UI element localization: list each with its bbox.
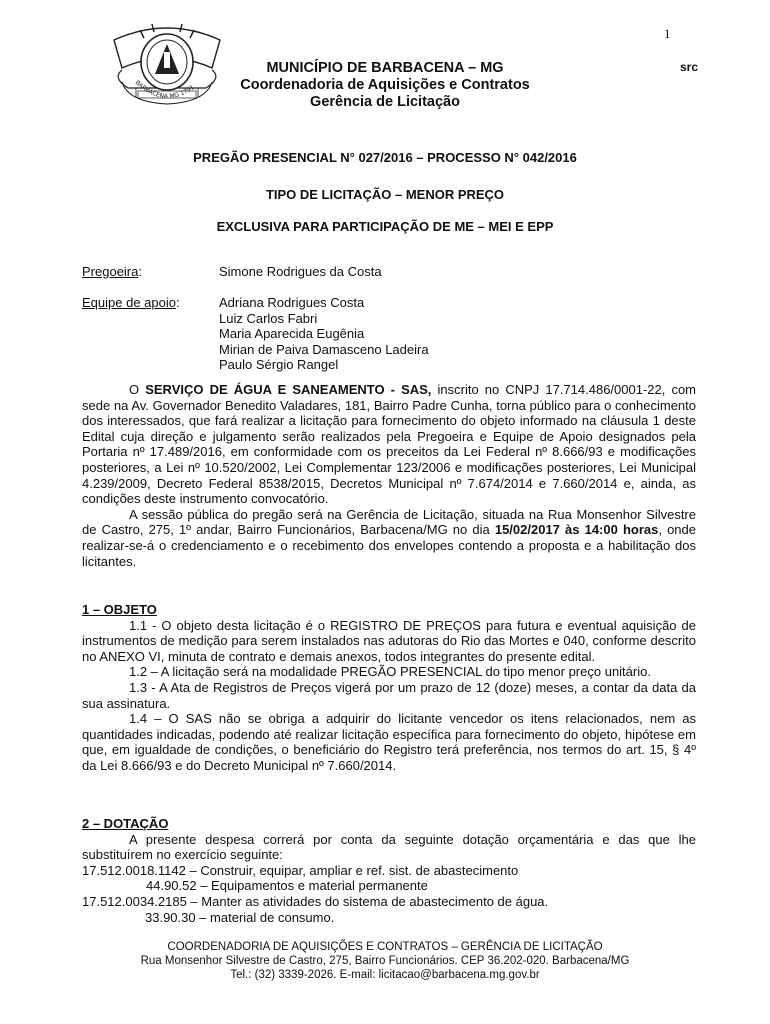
objeto-item-1-1: 1.1 - O objeto desta licitação é o REGISTRO DE PREÇOS para futura e eventual aquisição de instrumentos de medição para serem instalados nas adutoras do Rio das Mortes e 040, conforme descrito no ANEXO VI, minuta de contrato e demais anexos, todos integrantes do presente edital.	[82, 617, 696, 664]
objeto-item-1-2: 1.2 – A licitação será na modalidade PREGÃO PRESENCIAL do tipo menor preço unitário.	[129, 664, 651, 680]
intro-section	[82, 382, 696, 569]
dotacao-line-4: 33.90.30 – material de consumo.	[145, 909, 335, 925]
dotacao-paragraph: A presente despesa correrá por conta da seguinte dotação orçamentária e das que lhe substituírem no exercício seguinte:	[82, 831, 696, 863]
header-department: Gerência de Licitação	[310, 94, 460, 110]
header-municipality: MUNICÍPIO DE BARBACENA – MG	[266, 60, 504, 76]
equipe-member: Maria Aparecida Eugênia	[219, 326, 365, 342]
footer-line-1: COORDENADORIA DE AQUISIÇÕES E CONTRATOS – GERÊNCIA DE LICITAÇÃO	[167, 941, 603, 953]
tipo-licitacao-title: TIPO DE LICITAÇÃO – MENOR PREÇO	[265, 187, 505, 202]
dotacao-section	[82, 816, 696, 925]
dotacao-line-2: 44.90.52 – Equipamentos e material permanente	[146, 878, 428, 894]
page-number: 1	[664, 26, 671, 41]
pregao-title: PREGÃO PRESENCIAL N° 027/2016 – PROCESSO N° 042/2016	[193, 150, 577, 165]
objeto-item-1-4: 1.4 – O SAS não se obriga a adquirir do licitante vencedor os itens relacionados, nem as quantidades indicadas, podendo até realizar licitação específica para fornecimento do objeto, hipótese em que, em igualdade de condições, o beneficiário do Registro terá preferência, nos termos do art. 15, § 4º da Lei 8.666/93 e do Decreto Municipal nº 7.660/2014.	[82, 711, 696, 773]
equipe-member: Adriana Rodrigues Costa	[219, 295, 365, 310]
footer	[0, 940, 770, 982]
equipe-member: Luiz Carlos Fabri	[219, 310, 318, 326]
exclusiva-title: EXCLUSIVA PARA PARTICIPAÇÃO DE ME – MEI E EPP	[216, 219, 554, 234]
intro-paragraph-1: O SERVIÇO DE ÁGUA E SANEAMENTO - SAS, inscrito no CNPJ 17.714.486/0001-22, com sede na Av. Governador Benedito Valadares, 181, Bairro Padre Cunha, torna público para o conhecimento dos interessados, que fará realizar a licitação para fornecimento do objeto informado na cláusula 1 deste Edital cuja direção e julgamento serão realizados pela Pregoeira e Equipe de Apoio designados pela Portaria nº 17.489/2016, em conformidade com os preceitos da Lei Federal nº 8.666/93 e modificações posteriores, a Lei nº 10.520/2002, Lei Complementar 123/2006 e modificações posteriores, Lei Municipal 4.239/2009, Decreto Federal 8538/2015, Decretos Municipal nº 7.674/2014 e 7.660/2014 e, ainda, as condições deste instrumento convocatório.	[82, 382, 696, 507]
pregoeira-name: Simone Rodrigues da Costa	[219, 264, 382, 279]
pregoeira-label: Pregoeira:	[82, 264, 142, 279]
objeto-section	[82, 602, 696, 774]
equipe-list	[219, 295, 429, 373]
equipe-label: Equipe de apoio:	[82, 295, 180, 310]
dotacao-heading: 2 – DOTAÇÃO	[82, 816, 169, 831]
header-coordination: Coordenadoria de Aquisições e Contratos	[240, 77, 530, 93]
intro-paragraph-2: A sessão pública do pregão será na Gerência de Licitação, situada na Rua Monsenhor Silvestre de Castro, 275, 1º andar, Bairro Funcionários, Barbacena/MG no dia 15/02/2017 às 14:00 horas, onde realizar-se-á o credenciamento e o recebimento dos envelopes contendo a proposta e a habilitação dos licitantes.	[82, 506, 697, 569]
objeto-heading: 1 – OBJETO	[82, 602, 157, 617]
seal-text: BARBACENA MG 1791	[133, 79, 196, 101]
dotacao-line-3: 17.512.0034.2185 – Manter as atividades do sistema de abastecimento de água.	[82, 893, 549, 909]
footer-line-2: Rua Monsenhor Silvestre de Castro, 275, Bairro Funcionários. CEP 36.202-020. Barbacena/MG	[140, 955, 630, 967]
footer-line-3: Tel.: (32) 3339-2026. E-mail: licitacao@barbacena.mg.gov.br	[230, 969, 540, 981]
equipe-member: Mirian de Paiva Damasceno Ladeira	[219, 341, 429, 357]
src-mark: src	[680, 60, 699, 74]
objeto-item-1-3: 1.3 - A Ata de Registros de Preços vigerá por um prazo de 12 (doze) meses, a contar da data da sua assinatura.	[82, 679, 696, 711]
equipe-member: Paulo Sérgio Rangel	[219, 357, 339, 373]
dotacao-line-1: 17.512.0018.1142 – Construir, equipar, ampliar e ref. sist. de abastecimento	[82, 862, 519, 878]
